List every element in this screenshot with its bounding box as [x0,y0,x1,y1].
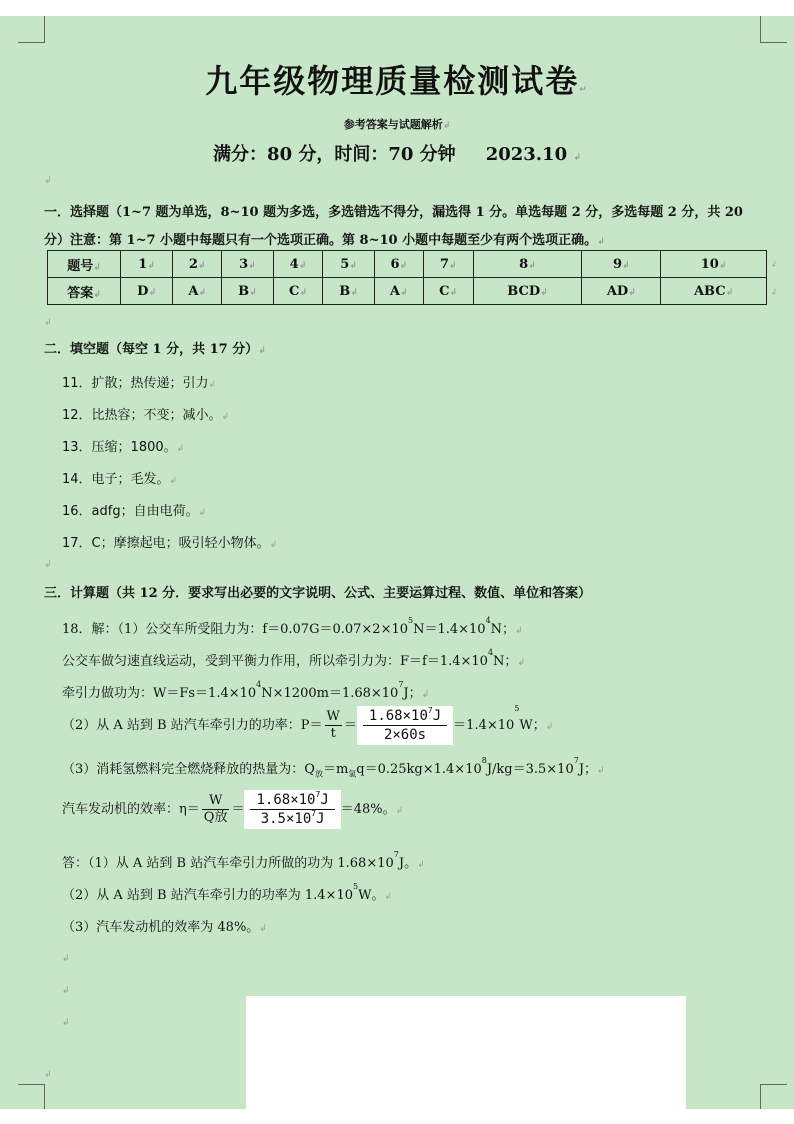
answer-line-power: （2）从 A 站到 B 站汽车牵引力的功率为 $1.4\times 10^5W$。↲ [62,882,392,903]
section3-heading: 三．计算题（共 12 分．要求写出必要的文字说明、公式、主要运算过程、数值、单位和答案） [44,586,592,601]
empty-paragraph-mark: ↲ [44,1070,52,1080]
table-cell: 2↲ [173,251,222,278]
table-row-answers [48,278,767,305]
crop-mark-top-left [18,16,45,43]
table-cell: C↲ [423,278,473,305]
table-cell: 3↲ [222,251,273,278]
empty-paragraph-mark: ↲ [44,560,52,570]
empty-paragraph-mark: ↲ [62,1018,70,1028]
crop-mark-top-right [760,16,787,43]
calc-line-power: （2）从 A 站到 B 站汽车牵引力的功率：P＝ $\frac{W}{t}$ ＝ $\frac{1.68\times 10^7J}{2\times 60s}$ $=1.4\times 10^5W$；↲ [62,704,554,743]
table-cell: D↲ [121,278,173,305]
white-overlay-box [246,996,686,1109]
row-end-mark: ↲ [770,260,778,270]
table-cell: 5↲ [323,251,374,278]
calc-line-traction: 公交车做匀速直线运动，受到平衡力作用，所以牵引力为：$F=f=1.4\times 10^4N$；↲ [62,648,525,669]
table-cell: AD↲ [582,278,661,305]
score-time-line: 满分：80 分，时间：70 分钟 2023.10 ↲ [213,144,581,165]
answer-sheet-page [0,16,794,1109]
crop-mark-bottom-left [18,1084,45,1109]
table-cell: 1↲ [121,251,173,278]
table-cell: 10↲ [661,251,767,278]
empty-paragraph-mark: ↲ [44,176,52,186]
row-label-answer: 答案↲ [48,278,121,305]
fill-answer-13: 13．压缩；1800。↲ [62,440,185,455]
section2-heading: 二．填空题（每空 1 分，共 17 分）↲ [44,342,266,357]
fill-answer-14: 14．电子；毛发。↲ [62,472,178,487]
table-cell: 6↲ [374,251,423,278]
answer-line-work: 答：（1）从 A 站到 B 站汽车牵引力所做的功为 $1.68\times 10^7J$。↲ [62,850,425,871]
fill-answer-17: 17．C；摩擦起电；吸引轻小物体。↲ [62,536,278,551]
empty-paragraph-mark: ↲ [62,954,70,964]
calc-line-heat: （3）消耗氢燃料完全燃烧释放的热量为：$Q_放=m_氢q=0.25kg\times 1.4\times 10^8J/kg=3.5\times 10^7J$；↲ [62,756,605,779]
calc-line-efficiency: 汽车发动机的效率：η＝ $\frac{W}{\text{Q放}}$ ＝ $\frac{1.68\times 10^7J}{3.5\times 10^7J}$ ＝48%。↲ [62,790,404,827]
table-row-numbers [48,251,767,278]
table-cell: BCD↲ [473,278,582,305]
fill-answer-12: 12．比热容；不变；减小。↲ [62,408,230,423]
table-cell: A↲ [173,278,222,305]
table-cell: B↲ [323,278,374,305]
fill-answer-16: 16．adfg；自由电荷。↲ [62,504,207,519]
row-end-mark: ↲ [770,288,778,298]
table-cell: 8↲ [473,251,582,278]
formula-efficiency-fraction: $\frac{1.68\times 10^7J}{3.5\times 10^7J}$ [244,790,340,829]
calc-line-resistance: 18．解：（1）公交车所受阻力为：$f=0.07G=0.07\times 2\times 10^5N=1.4\times 10^4N$；↲ [62,616,523,637]
answer-table [47,250,767,305]
calc-line-work: 牵引力做功为：$W=Fs=1.4\times 10^4N\times 1200m=1.68\times 10^7J$；↲ [62,680,430,701]
section1-heading: 一．选择题（1~7 题为单选，8~10 题为多选，多选错选不得分，漏选得 1 分。单选每题 2 分，多选每题 2 分，共 20 分）注意：第 1~7 小题中每题只有一个选项正确。第 8~10 小题中每题至少有两个选项正确。↲ [44,205,743,248]
table-cell: B↲ [222,278,273,305]
page-subtitle: 参考答案与试题解析↲ [343,118,451,131]
page-title: 九年级物理质量检测试卷↵ [205,62,589,100]
empty-paragraph-mark: ↲ [62,986,70,996]
table-cell: 9↲ [582,251,661,278]
crop-mark-bottom-right [760,1084,787,1109]
fraction-w-over-q: $\frac{W}{\text{Q放}}$ [203,793,228,825]
table-cell: 4↲ [273,251,323,278]
formula-power-fraction: $\frac{1.68\times 10^7J}{2\times 60s}$ [357,706,453,745]
table-cell: A↲ [374,278,423,305]
fill-answer-11: 11．扩散；热传递；引力↲ [62,376,217,391]
table-cell: 7↲ [423,251,473,278]
table-cell: C↲ [273,278,323,305]
fraction-w-over-t: $\frac{W}{t}$ [326,709,340,741]
empty-paragraph-mark: ↲ [44,318,52,328]
row-label-number: 题号↲ [48,251,121,278]
answer-line-efficiency: （3）汽车发动机的效率为 48%。↲ [62,920,267,935]
table-cell: ABC↲ [661,278,767,305]
